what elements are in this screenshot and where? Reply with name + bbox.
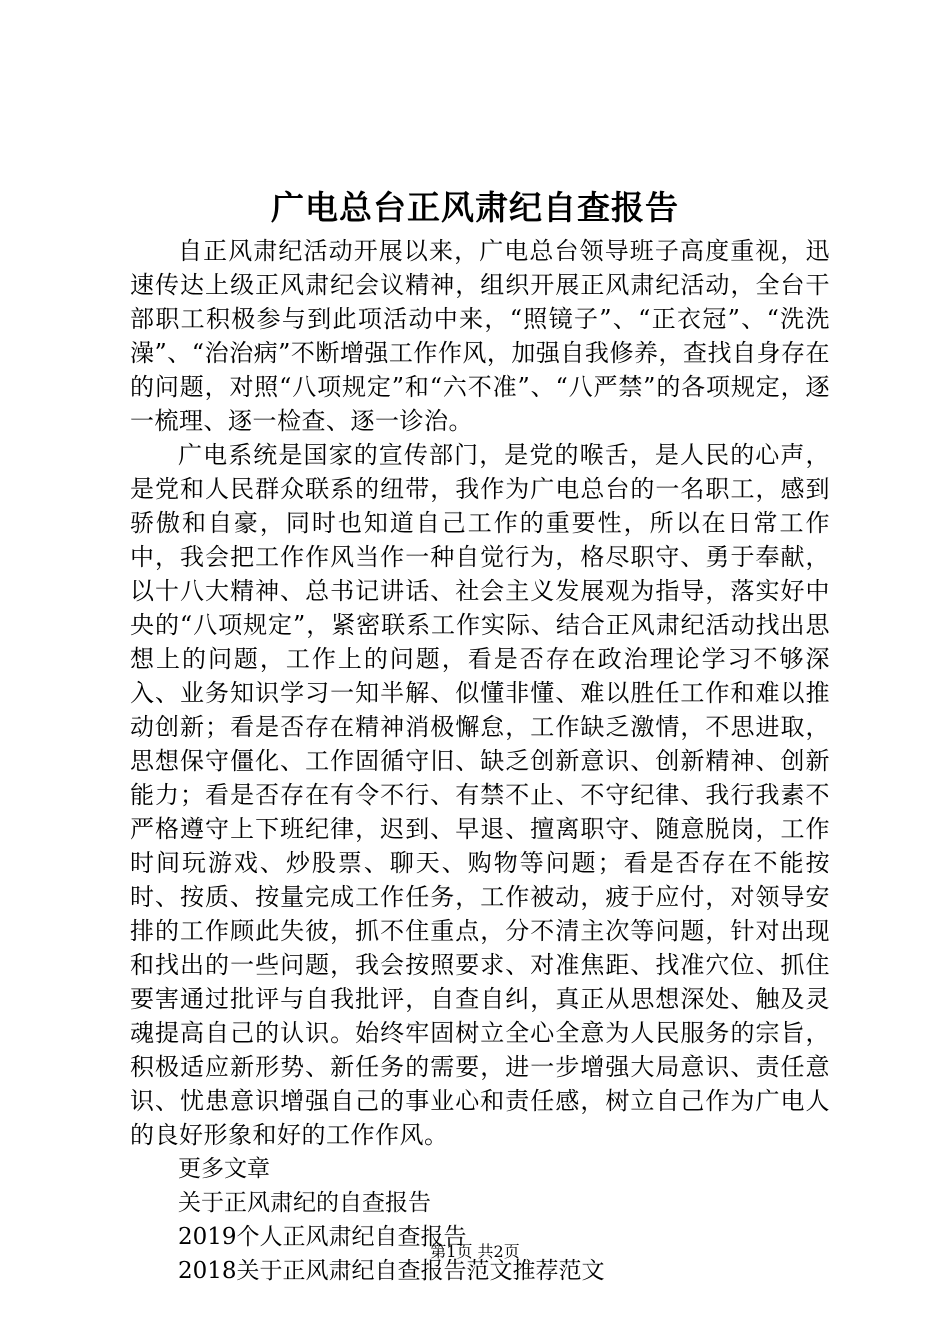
document-body: [130, 234, 830, 1288]
more-article-link-3[interactable]: 2018关于正风肃纪自查报告范文推荐范文: [178, 1258, 605, 1284]
more-articles-heading: 更多文章: [178, 1156, 270, 1182]
more-articles-section: [130, 1152, 830, 1288]
body-paragraph-2: 广电系统是国家的宣传部门，是党的喉舌，是人民的心声，是党和人民群众联系的纽带，我作为广电总台的一名职工，感到骄傲和自豪，同时也知道自己工作的重要性，所以在日常工作中，我会把工作作风当作一种自觉行为，格尽职守、勇于奉献，以十八大精神、总书记讲话、社会主义发展观为指导，落实好中央的“八项规定”，紧密联系工作实际、结合正风肃纪活动找出思想上的问题，工作上的问题，看是否存在政治理论学习不够深入、业务知识学习一知半解、似懂非懂、难以胜任工作和难以推动创新；看是否存在精神消极懈怠，工作缺乏激情，不思进取，思想保守僵化、工作固循守旧、缺乏创新意识、创新精神、创新能力；看是否存在有令不行、有禁不止、不守纪律、我行我素不严格遵守上下班纪律，迟到、早退、擅离职守、随意脱岗，工作时间玩游戏、炒股票、聊天、购物等问题；看是否存在不能按时、按质、按量完成工作任务，工作被动，疲于应付，对领导安排的工作顾此失彼，抓不住重点，分不清主次等问题，针对出现和找出的一些问题，我会按照要求、对准焦距、找准穴位、抓住要害通过批评与自我批评，自查自纠，真正从思想深处、触及灵魂提高自己的认识。始终牢固树立全心全意为人民服务的宗旨，积极适应新形势、新任务的需要，进一步增强大局意识、责任意识、忧患意识增强自己的事业心和责任感，树立自己作为广电人的良好形象和好的工作作风。: [130, 441, 830, 1149]
page-number-footer: 第1页 共2页: [430, 1242, 520, 1261]
more-article-link-2[interactable]: 2019个人正风肃纪自查报告: [178, 1224, 467, 1250]
more-article-link-1[interactable]: 关于正风肃纪的自查报告: [178, 1190, 431, 1216]
body-paragraph-1: 自正风肃纪活动开展以来，广电总台领导班子高度重视，迅速传达上级正风肃纪会议精神，组织开展正风肃纪活动，全台干部职工积极参与到此项活动中来，“照镜子”、“正衣冠”、“洗洗澡”、“治治病”不断增强工作作风，加强自我修养，查找自身存在的问题，对照“八项规定”和“六不准”、“八严禁”的各项规定，逐一梳理、逐一检查、逐一诊治。: [130, 237, 830, 435]
document-title: 广电总台正风肃纪自查报告: [271, 188, 679, 227]
